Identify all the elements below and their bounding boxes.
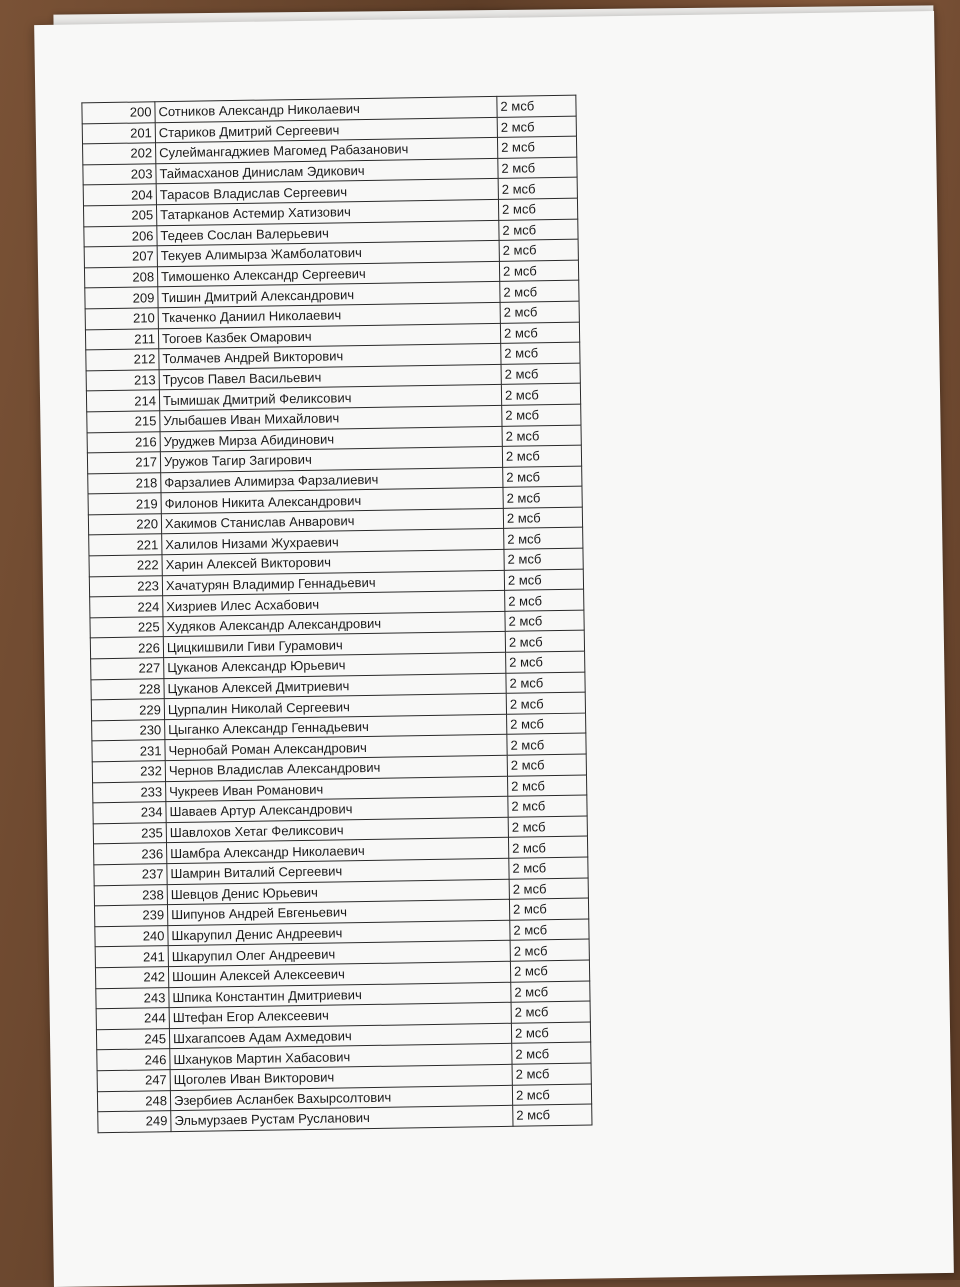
full-name-cell: Эзербиев Асланбек Вахырсолтович	[170, 1085, 512, 1111]
unit-cell: 2 мсб	[511, 1001, 590, 1023]
row-number-cell: 247	[97, 1070, 170, 1092]
unit-cell: 2 мсб	[508, 836, 587, 858]
row-number-cell: 200	[82, 102, 155, 124]
full-name-cell: Сулеймангаджиев Магомед Рабазанович	[156, 138, 498, 164]
unit-cell: 2 мсб	[500, 322, 579, 344]
row-number-cell: 245	[96, 1028, 169, 1050]
full-name-cell: Фарзалиев Алимирза Фарзалиевич	[161, 467, 503, 493]
unit-cell: 2 мсб	[498, 178, 577, 200]
unit-cell: 2 мсб	[500, 301, 579, 323]
full-name-cell: Филонов Никита Александрович	[161, 488, 503, 514]
row-number-cell: 236	[94, 843, 167, 865]
unit-cell: 2 мсб	[497, 95, 576, 117]
row-number-cell: 204	[83, 184, 156, 206]
row-number-cell: 228	[91, 678, 164, 700]
full-name-cell: Чукреев Иван Романович	[166, 776, 508, 802]
full-name-cell: Шкарупил Олег Андреевич	[168, 941, 510, 967]
row-number-cell: 221	[89, 534, 162, 556]
unit-cell: 2 мсб	[507, 713, 586, 735]
unit-cell: 2 мсб	[509, 857, 588, 879]
row-number-cell: 235	[93, 822, 166, 844]
row-number-cell: 233	[93, 781, 166, 803]
unit-cell: 2 мсб	[501, 342, 580, 364]
full-name-cell: Шипунов Андрей Евгеньевич	[167, 899, 509, 925]
unit-cell: 2 мсб	[510, 919, 589, 941]
roster-table	[81, 95, 592, 1133]
full-name-cell: Текуев Алимырза Жамболатович	[157, 241, 499, 267]
row-number-cell: 216	[87, 431, 160, 453]
full-name-cell: Цуканов Александр Юрьевич	[164, 652, 506, 678]
row-number-cell: 229	[91, 699, 164, 721]
full-name-cell: Шкарупил Денис Андреевич	[168, 920, 510, 946]
full-name-cell: Шпика Константин Дмитриевич	[169, 982, 511, 1008]
row-number-cell: 206	[84, 225, 157, 247]
row-number-cell: 205	[83, 205, 156, 227]
unit-cell: 2 мсб	[502, 425, 581, 447]
row-number-cell: 232	[92, 761, 165, 783]
unit-cell: 2 мсб	[504, 569, 583, 591]
full-name-cell: Трусов Павел Васильевич	[159, 364, 501, 390]
row-number-cell: 219	[88, 493, 161, 515]
unit-cell: 2 мсб	[506, 672, 585, 694]
unit-cell: 2 мсб	[503, 507, 582, 529]
row-number-cell: 237	[94, 864, 167, 886]
row-number-cell: 223	[89, 575, 162, 597]
full-name-cell: Халилов Низами Жухраевич	[162, 529, 504, 555]
unit-cell: 2 мсб	[503, 486, 582, 508]
full-name-cell: Чернов Владислав Александрович	[165, 755, 507, 781]
unit-cell: 2 мсб	[505, 610, 584, 632]
unit-cell: 2 мсб	[509, 898, 588, 920]
unit-cell: 2 мсб	[504, 528, 583, 550]
unit-cell: 2 мсб	[501, 363, 580, 385]
full-name-cell: Хизриев Илес Асхабович	[163, 591, 505, 617]
row-number-cell: 217	[87, 452, 160, 474]
unit-cell: 2 мсб	[511, 1022, 590, 1044]
full-name-cell: Тогоев Казбек Омарович	[158, 323, 500, 349]
full-name-cell: Цыганко Александр Геннадьевич	[165, 714, 507, 740]
full-name-cell: Худяков Александр Александрович	[163, 611, 505, 637]
row-number-cell: 211	[85, 328, 158, 350]
row-number-cell: 208	[84, 266, 157, 288]
unit-cell: 2 мсб	[512, 1084, 591, 1106]
row-number-cell: 218	[88, 472, 161, 494]
row-number-cell: 201	[82, 122, 155, 144]
row-number-cell: 226	[90, 637, 163, 659]
unit-cell: 2 мсб	[512, 1063, 591, 1085]
full-name-cell: Щоголев Иван Викторович	[170, 1064, 512, 1090]
full-name-cell: Стариков Дмитрий Сергеевич	[155, 117, 497, 143]
row-number-cell: 249	[98, 1111, 171, 1133]
unit-cell: 2 мсб	[503, 466, 582, 488]
full-name-cell: Шхагапсоев Адам Ахмедович	[169, 1023, 511, 1049]
row-number-cell: 246	[97, 1049, 170, 1071]
full-name-cell: Татарканов Астемир Хатизович	[156, 199, 498, 225]
unit-cell: 2 мсб	[507, 754, 586, 776]
row-number-cell: 222	[89, 555, 162, 577]
full-name-cell: Тимошенко Александр Сергеевич	[157, 261, 499, 287]
row-number-cell: 244	[96, 1008, 169, 1030]
unit-cell: 2 мсб	[508, 816, 587, 838]
row-number-cell: 234	[93, 802, 166, 824]
full-name-cell: Штефан Егор Алексеевич	[169, 1002, 511, 1028]
unit-cell: 2 мсб	[505, 589, 584, 611]
unit-cell: 2 мсб	[504, 548, 583, 570]
full-name-cell: Тарасов Владислав Сергеевич	[156, 179, 498, 205]
unit-cell: 2 мсб	[500, 280, 579, 302]
row-number-cell: 220	[88, 514, 161, 536]
row-number-cell: 224	[90, 596, 163, 618]
unit-cell: 2 мсб	[509, 878, 588, 900]
full-name-cell: Ткаченко Даниил Николаевич	[158, 302, 500, 328]
full-name-cell: Уруджев Мирза Абидинович	[160, 426, 502, 452]
row-number-cell: 243	[96, 987, 169, 1009]
row-number-cell: 230	[92, 719, 165, 741]
paper-sheet	[34, 11, 954, 1287]
full-name-cell: Шевцов Денис Юрьевич	[167, 879, 509, 905]
unit-cell: 2 мсб	[499, 239, 578, 261]
unit-cell: 2 мсб	[502, 445, 581, 467]
row-number-cell: 212	[86, 349, 159, 371]
unit-cell: 2 мсб	[511, 981, 590, 1003]
full-name-cell: Сотников Александр Николаевич	[155, 96, 497, 122]
unit-cell: 2 мсб	[498, 157, 577, 179]
unit-cell: 2 мсб	[506, 651, 585, 673]
full-name-cell: Уружов Тагир Загирович	[160, 446, 502, 472]
full-name-cell: Тишин Дмитрий Александрович	[158, 282, 500, 308]
full-name-cell: Шавлохов Хетаг Феликсович	[166, 817, 508, 843]
row-number-cell: 227	[91, 658, 164, 680]
full-name-cell: Таймасханов Динислам Эдикович	[156, 158, 498, 184]
unit-cell: 2 мсб	[513, 1104, 592, 1126]
row-number-cell: 210	[85, 308, 158, 330]
row-number-cell: 209	[85, 287, 158, 309]
row-number-cell: 242	[95, 967, 168, 989]
unit-cell: 2 мсб	[497, 136, 576, 158]
row-number-cell: 241	[95, 946, 168, 968]
unit-cell: 2 мсб	[512, 1042, 591, 1064]
unit-cell: 2 мсб	[507, 775, 586, 797]
row-number-cell: 239	[94, 905, 167, 927]
row-number-cell: 225	[90, 617, 163, 639]
full-name-cell: Харин Алексей Викторович	[162, 549, 504, 575]
row-number-cell: 207	[84, 246, 157, 268]
full-name-cell: Цицкишвили Гиви Гурамович	[163, 632, 505, 658]
unit-cell: 2 мсб	[510, 939, 589, 961]
row-number-cell: 231	[92, 740, 165, 762]
full-name-cell: Шамбра Александр Николаевич	[167, 838, 509, 864]
row-number-cell: 213	[86, 369, 159, 391]
row-number-cell: 215	[87, 411, 160, 433]
unit-cell: 2 мсб	[497, 116, 576, 138]
full-name-cell: Эльмурзаев Рустам Русланович	[171, 1105, 513, 1131]
row-number-cell: 203	[83, 164, 156, 186]
roster-table-body	[82, 95, 592, 1132]
unit-cell: 2 мсб	[502, 404, 581, 426]
row-number-cell: 240	[95, 925, 168, 947]
full-name-cell: Шошин Алексей Алексеевич	[168, 961, 510, 987]
full-name-cell: Шаваев Артур Александрович	[166, 796, 508, 822]
full-name-cell: Цуканов Алексей Дмитриевич	[164, 673, 506, 699]
unit-cell: 2 мсб	[505, 631, 584, 653]
full-name-cell: Тымишак Дмитрий Феликсович	[159, 385, 501, 411]
full-name-cell: Хакимов Станислав Анварович	[161, 508, 503, 534]
row-number-cell: 248	[97, 1090, 170, 1112]
full-name-cell: Шамрин Виталий Сергеевич	[167, 858, 509, 884]
full-name-cell: Толмачев Андрей Викторович	[159, 343, 501, 369]
full-name-cell: Чернобай Роман Александрович	[165, 735, 507, 761]
full-name-cell: Цурпалин Николай Сергеевич	[164, 694, 506, 720]
unit-cell: 2 мсб	[501, 383, 580, 405]
row-number-cell: 202	[83, 143, 156, 165]
full-name-cell: Шханукoв Мартин Хабасович	[170, 1044, 512, 1070]
unit-cell: 2 мсб	[499, 260, 578, 282]
full-name-cell: Тедеев Сослан Валерьевич	[157, 220, 499, 246]
unit-cell: 2 мсб	[510, 960, 589, 982]
row-number-cell: 238	[94, 884, 167, 906]
full-name-cell: Хачатурян Владимир Геннадьевич	[162, 570, 504, 596]
unit-cell: 2 мсб	[508, 795, 587, 817]
unit-cell: 2 мсб	[498, 198, 577, 220]
full-name-cell: Улыбашев Иван Михайлович	[160, 405, 502, 431]
unit-cell: 2 мсб	[499, 219, 578, 241]
row-number-cell: 214	[86, 390, 159, 412]
unit-cell: 2 мсб	[506, 692, 585, 714]
unit-cell: 2 мсб	[507, 733, 586, 755]
